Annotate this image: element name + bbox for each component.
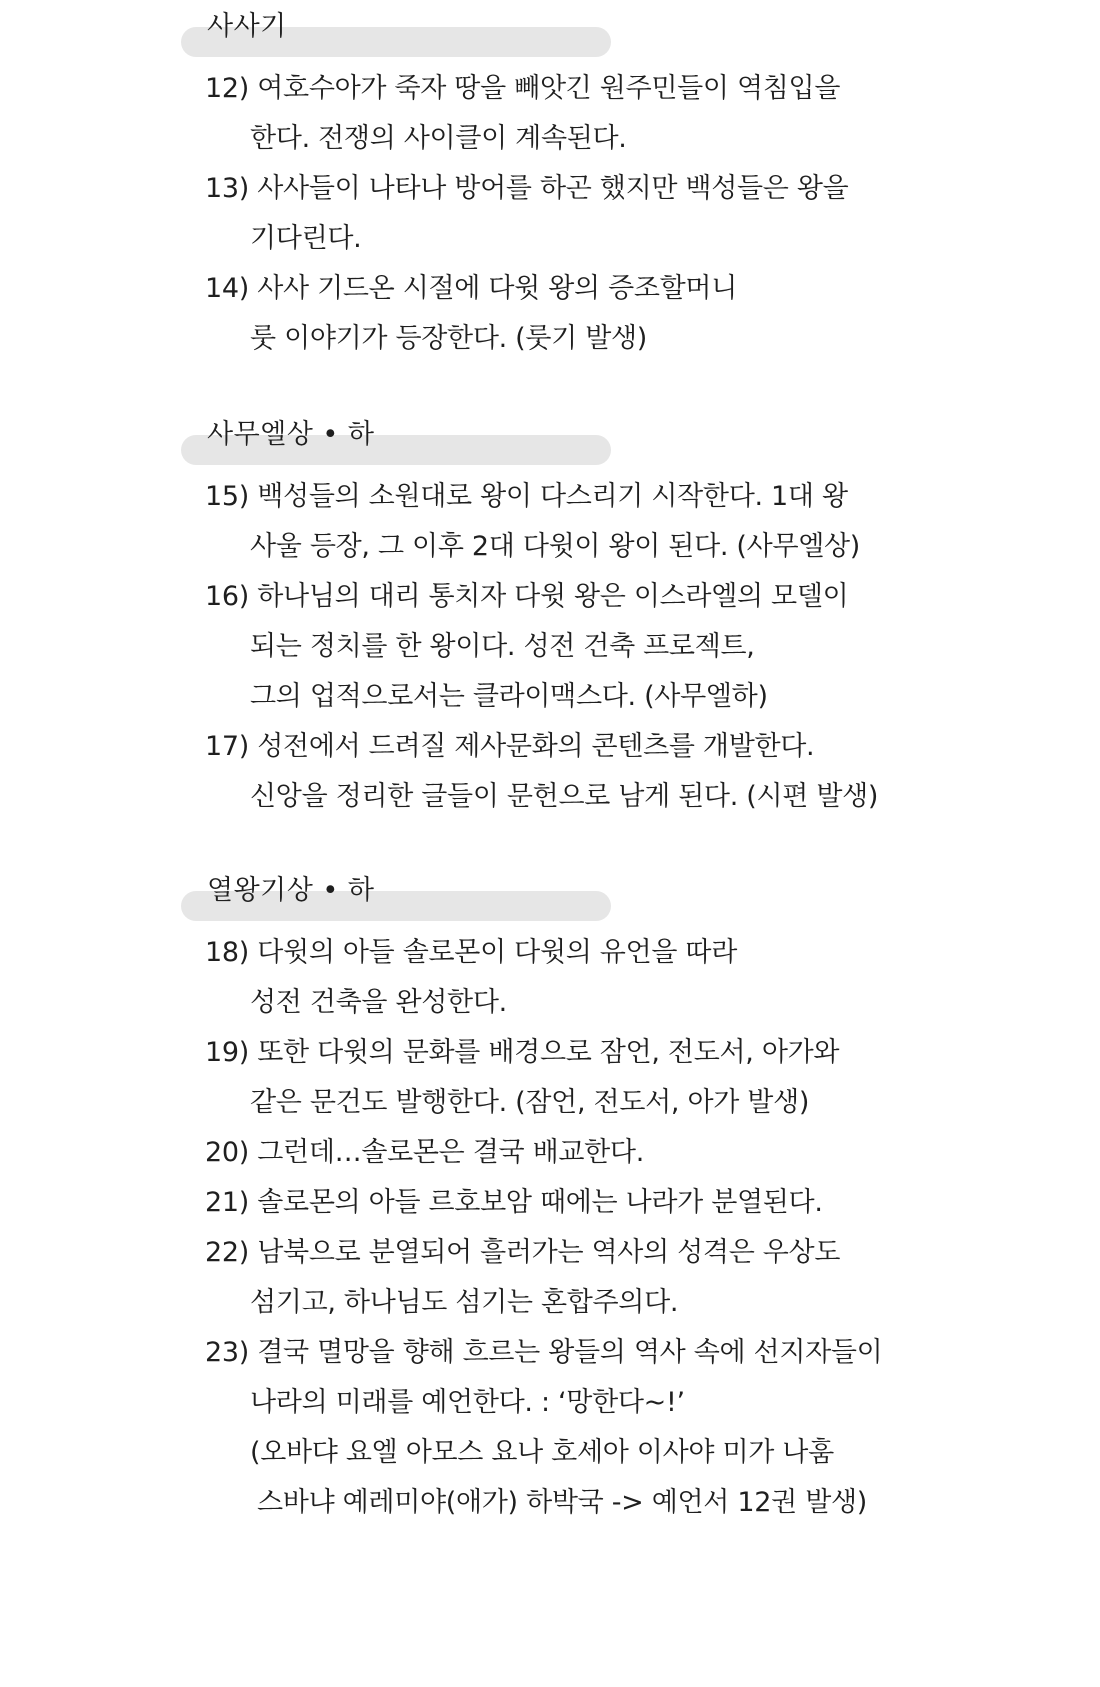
- list-item: [0, 1178, 1100, 1228]
- section-heading: [0, 408, 1100, 464]
- item-list: [0, 928, 1100, 1528]
- item-line: 18) 다윗의 아들 솔로몬이 다윗의 유언을 따라: [205, 937, 737, 968]
- list-item: [0, 1328, 1100, 1528]
- list-item: [0, 1128, 1100, 1178]
- item-line: 12) 여호수아가 죽자 땅을 빼앗긴 원주민들이 역침입을: [205, 73, 841, 104]
- section-title: 사무엘상 • 하: [207, 419, 375, 450]
- list-item: [0, 164, 1100, 264]
- list-item: [0, 264, 1100, 364]
- section-heading: [0, 864, 1100, 920]
- item-line: 14) 사사 기드온 시절에 다윗 왕의 증조할머니: [205, 273, 737, 304]
- section-title: 열왕기상 • 하: [207, 875, 375, 906]
- item-line: 같은 문건도 발행한다. (잠언, 전도서, 아가 발생): [250, 1087, 810, 1118]
- item-line: 섬기고, 하나님도 섬기는 혼합주의다.: [250, 1287, 679, 1318]
- item-line: 19) 또한 다윗의 문화를 배경으로 잠언, 전도서, 아가와: [205, 1037, 840, 1068]
- list-item: [0, 1228, 1100, 1328]
- item-list: [0, 472, 1100, 822]
- item-line: 신앙을 정리한 글들이 문헌으로 남게 된다. (시편 발생): [250, 781, 879, 812]
- section-title: 사사기: [207, 11, 287, 42]
- item-line: (오바댜 요엘 아모스 요나 호세아 이사야 미가 나훔: [250, 1437, 834, 1468]
- list-item: [0, 64, 1100, 164]
- item-line: 16) 하나님의 대리 통치자 다윗 왕은 이스라엘의 모델이: [205, 581, 849, 612]
- item-line: 15) 백성들의 소원대로 왕이 다스리기 시작한다. 1대 왕: [205, 481, 848, 512]
- item-line: 그의 업적으로서는 클라이맥스다. (사무엘하): [250, 681, 768, 712]
- item-line: 룻 이야기가 등장한다. (룻기 발생): [250, 323, 648, 354]
- section-samuel: [0, 408, 1100, 814]
- item-line: 사울 등장, 그 이후 2대 다윗이 왕이 된다. (사무엘상): [250, 531, 861, 562]
- list-item: [0, 928, 1100, 1028]
- item-line: 21) 솔로몬의 아들 르호보암 때에는 나라가 분열된다.: [205, 1187, 823, 1218]
- list-item: [0, 472, 1100, 572]
- list-item: [0, 572, 1100, 722]
- item-line: 기다린다.: [250, 223, 362, 254]
- item-line: 13) 사사들이 나타나 방어를 하곤 했지만 백성들은 왕을: [205, 173, 849, 204]
- section-judges: [0, 0, 1100, 356]
- item-line: 나라의 미래를 예언한다. : ‘망한다~!’: [250, 1387, 685, 1418]
- list-item: [0, 722, 1100, 822]
- item-line: 17) 성전에서 드려질 제사문화의 콘텐츠를 개발한다.: [205, 731, 815, 762]
- item-line: 한다. 전쟁의 사이클이 계속된다.: [250, 123, 627, 154]
- item-line: 스바냐 예레미야(애가) 하박국 -> 예언서 12권 발생): [257, 1487, 867, 1518]
- item-line: 되는 정치를 한 왕이다. 성전 건축 프로젝트,: [250, 631, 755, 662]
- item-line: 20) 그런데…솔로몬은 결국 배교한다.: [205, 1137, 644, 1168]
- item-list: [0, 64, 1100, 364]
- list-item: [0, 1028, 1100, 1128]
- section-heading: [0, 0, 1100, 56]
- item-line: 성전 건축을 완성한다.: [250, 987, 507, 1018]
- item-line: 23) 결국 멸망을 향해 흐르는 왕들의 역사 속에 선지자들이: [205, 1337, 883, 1368]
- item-line: 22) 남북으로 분열되어 흘러가는 역사의 성격은 우상도: [205, 1237, 841, 1268]
- section-kings: [0, 864, 1100, 1520]
